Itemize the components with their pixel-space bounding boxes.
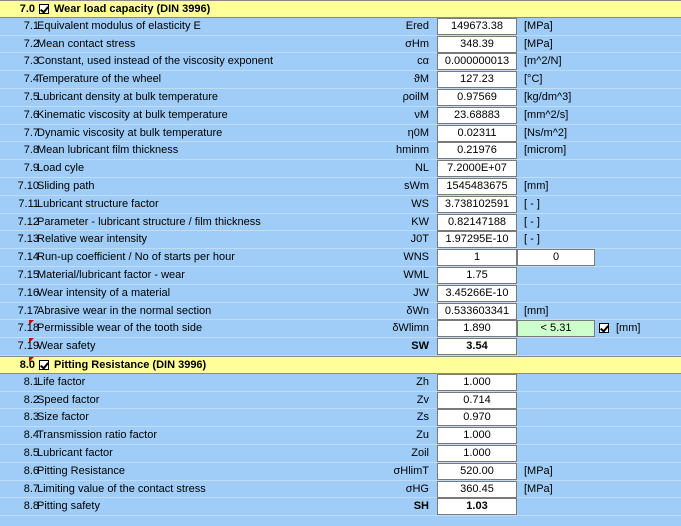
row-number: 7.18 (17, 322, 39, 335)
row-symbol: δWlimn (392, 322, 429, 335)
row-description: Run-up coefficient / No of starts per hour (37, 251, 235, 264)
row-number: 7.19 (17, 340, 39, 353)
row-unit: [°C] (524, 73, 543, 86)
row-7.15 (0, 267, 681, 285)
row-7.18 (0, 320, 681, 338)
row-symbol: νM (414, 108, 429, 121)
row-number: 7.13 (17, 233, 39, 246)
row-number: 7.17 (17, 304, 39, 317)
row-description: Equivalent modulus of elasticity E (37, 19, 201, 32)
row-value: 1.97295E-10 (437, 231, 517, 248)
row-number: 7.7 (23, 126, 39, 139)
row-number: 8.2 (23, 393, 39, 406)
row-description: Constant, used instead of the viscosity exponent (37, 55, 274, 68)
row-description: Lubricant density at bulk temperature (37, 91, 218, 103)
permissible-wear-limit: < 5.31 (517, 320, 595, 337)
row-8.6 (0, 463, 681, 481)
row-symbol: δWn (406, 304, 429, 317)
row-number: 7.10 (17, 180, 39, 192)
row-symbol: SH (413, 500, 429, 513)
row-value: 1545483675 (437, 178, 517, 195)
row-7.16 (0, 285, 681, 303)
section-number: 7.0 (19, 3, 35, 15)
row-number: 7.12 (17, 215, 39, 228)
row-unit: [MPa] (524, 482, 553, 495)
row-8.4 (0, 427, 681, 445)
row-symbol: σHG (405, 482, 429, 495)
row-description: Abrasive wear in the normal section (37, 304, 212, 317)
row-unit: [MPa] (524, 464, 553, 477)
row-symbol: Zh (416, 375, 429, 388)
row-unit: [MPa] (524, 19, 553, 32)
row-number: 8.7 (23, 482, 39, 495)
row-description: Lubricant factor (37, 447, 113, 459)
row-description: Mean lubricant film thickness (37, 144, 179, 157)
row-value: 1.000 (437, 427, 517, 444)
row-number: 8.3 (23, 411, 39, 424)
row-7.2 (0, 36, 681, 54)
row-description: Pitting safety (37, 500, 100, 513)
row-7.14 (0, 249, 681, 267)
row-value: 0.02311 (437, 125, 517, 142)
row-symbol: η0M (407, 126, 429, 139)
row-number: 7.3 (23, 55, 39, 68)
row-7.8 (0, 142, 681, 160)
row-value: 0.82147188 (437, 214, 517, 231)
row-description: Temperature of the wheel (37, 73, 162, 86)
limit-checkbox[interactable] (599, 323, 609, 333)
row-number: 7.14 (17, 251, 39, 264)
row-description: Load cyle (37, 162, 85, 175)
row-unit: [MPa] (524, 37, 553, 50)
row-number: 7.5 (23, 91, 39, 103)
row-number: 7.11 (18, 197, 39, 210)
row-description: Limiting value of the contact stress (37, 482, 206, 495)
row-unit: [ - ] (524, 197, 540, 210)
row-value: 23.68883 (437, 107, 517, 124)
row-value: 0.97569 (437, 89, 517, 106)
row-unit: [ - ] (524, 233, 540, 246)
row-number: 8.4 (23, 429, 39, 442)
row-value: 3.54 (437, 338, 517, 355)
row-unit: [mm] (524, 180, 549, 192)
row-symbol: sWm (403, 180, 429, 192)
row-value: 3.738102591 (437, 196, 517, 213)
row-symbol: Ered (405, 19, 429, 32)
row-number: 7.15 (17, 269, 39, 281)
row-number: 7.16 (17, 286, 39, 299)
row-number: 7.4 (23, 73, 39, 86)
row-7.11 (0, 196, 681, 214)
section-header-8.0 (0, 356, 681, 374)
row-number: 7.1 (23, 19, 39, 32)
row-value: 127.23 (437, 71, 517, 88)
row-value: 520.00 (437, 463, 517, 480)
row-symbol: SW (411, 340, 429, 353)
row-unit: [mm] (616, 322, 641, 335)
row-description: Dynamic viscosity at bulk temperature (37, 126, 223, 139)
row-number: 7.6 (23, 108, 39, 121)
row-value: 0.000000013 (437, 53, 517, 70)
row-symbol: ϑM (413, 73, 429, 86)
row-7.6 (0, 107, 681, 125)
row-description: Relative wear intensity (37, 233, 148, 246)
row-number: 8.6 (23, 464, 39, 477)
row-symbol: cα (417, 55, 429, 68)
row-number: 8.5 (23, 447, 39, 459)
row-description: Wear safety (37, 340, 96, 353)
section-title: Wear load capacity (DIN 3996) (54, 3, 211, 15)
section-enable-checkbox[interactable] (39, 360, 49, 370)
starts-per-hour-input[interactable]: 0 (517, 249, 595, 266)
row-value: 1.890 (437, 320, 517, 337)
row-symbol: Zoil (411, 447, 429, 459)
row-number: 8.8 (23, 500, 39, 513)
row-unit: [m^2/N] (524, 55, 562, 68)
row-symbol: σHlimT (393, 464, 429, 477)
row-7.9 (0, 160, 681, 178)
row-symbol: Zu (416, 429, 429, 442)
row-description: Mean contact stress (37, 37, 136, 50)
row-value: 0.970 (437, 409, 517, 426)
section-number: 8.0 (19, 359, 35, 371)
row-7.10 (0, 178, 681, 196)
row-unit: [kg/dm^3] (524, 91, 572, 103)
row-symbol: NL (414, 162, 429, 175)
row-7.19 (0, 338, 681, 356)
row-value: 1.75 (437, 267, 517, 284)
row-symbol: WNS (403, 251, 429, 264)
row-description: Life factor (37, 375, 86, 388)
row-value: 149673.38 (437, 18, 517, 35)
row-number: 7.9 (23, 162, 39, 175)
row-7.4 (0, 71, 681, 89)
row-value: 1.000 (437, 374, 517, 391)
row-8.8 (0, 498, 681, 516)
row-value: 7.2000E+07 (437, 160, 517, 177)
row-value: 1 (437, 249, 517, 266)
row-symbol: KW (411, 215, 429, 228)
row-description: Lubricant structure factor (37, 197, 159, 210)
row-7.12 (0, 214, 681, 232)
row-value: 0.714 (437, 392, 517, 409)
row-unit: [Ns/m^2] (524, 126, 568, 139)
row-unit: [mm] (524, 304, 549, 317)
row-value: 360.45 (437, 481, 517, 498)
row-7.5 (0, 89, 681, 107)
row-symbol: Zs (416, 411, 429, 424)
row-symbol: hminm (395, 144, 429, 157)
row-description: Pitting Resistance (37, 464, 126, 477)
row-7.3 (0, 53, 681, 71)
row-value: 3.45266E-10 (437, 285, 517, 302)
row-description: Material/lubricant factor - wear (37, 269, 185, 281)
row-symbol: ρoilM (402, 91, 429, 103)
row-value: 1.03 (437, 498, 517, 515)
row-symbol: Zv (416, 393, 429, 406)
row-number: 7.2 (23, 37, 39, 50)
row-7.13 (0, 231, 681, 249)
row-symbol: WS (411, 197, 429, 210)
row-symbol: JW (413, 286, 429, 299)
section-title: Pitting Resistance (DIN 3996) (54, 359, 207, 371)
row-description: Transmission ratio factor (37, 429, 158, 442)
row-description: Sliding path (37, 180, 95, 192)
row-description: Parameter - lubricant structure / film thickness (37, 215, 261, 228)
section-header-7.0 (0, 0, 681, 18)
row-value: 1.000 (437, 445, 517, 462)
row-description: Permissible wear of the tooth side (37, 322, 203, 335)
row-number: 8.1 (23, 375, 39, 388)
row-value: 0.21976 (437, 142, 517, 159)
row-value: 0.533603341 (437, 303, 517, 320)
row-description: Speed factor (37, 393, 100, 406)
row-7.17 (0, 303, 681, 321)
row-7.1 (0, 18, 681, 36)
row-7.7 (0, 125, 681, 143)
row-symbol: J0T (410, 233, 429, 246)
row-symbol: σHm (405, 37, 429, 50)
row-description: Kinematic viscosity at bulk temperature (37, 108, 228, 121)
row-8.3 (0, 409, 681, 427)
row-8.5 (0, 445, 681, 463)
row-number: 7.8 (23, 144, 39, 157)
section-enable-checkbox[interactable] (39, 4, 49, 14)
row-description: Size factor (37, 411, 89, 424)
row-8.2 (0, 392, 681, 410)
row-unit: [microm] (524, 144, 567, 157)
row-symbol: WML (403, 269, 429, 281)
row-description: Wear intensity of a material (37, 286, 171, 299)
row-8.7 (0, 481, 681, 499)
row-unit: [ - ] (524, 215, 540, 228)
row-value: 348.39 (437, 36, 517, 53)
row-unit: [mm^2/s] (524, 108, 569, 121)
row-8.1 (0, 374, 681, 392)
